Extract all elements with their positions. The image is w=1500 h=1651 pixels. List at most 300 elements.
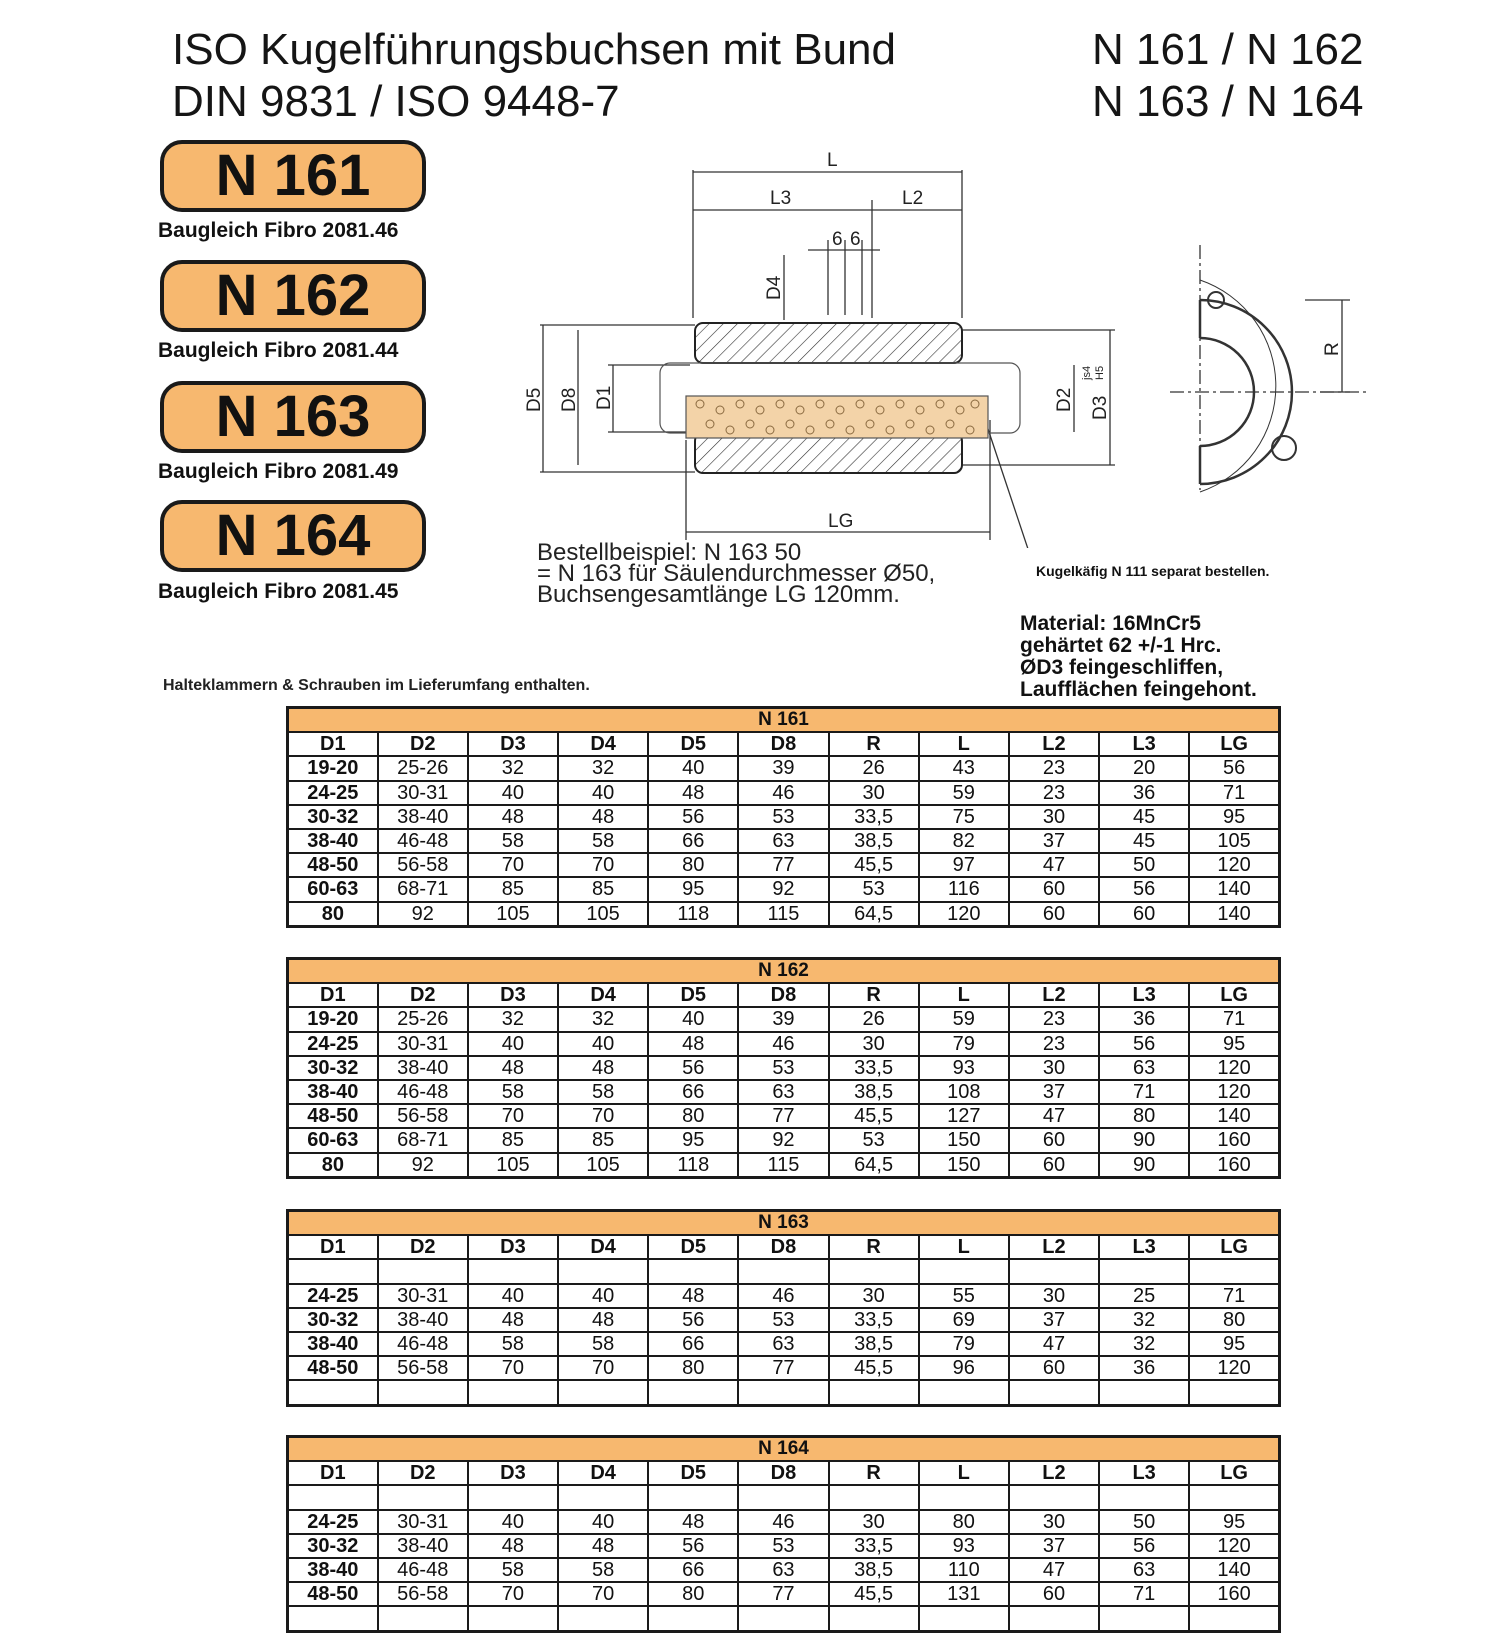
- table-cell: 26: [829, 756, 919, 780]
- table-cell: 140: [1189, 877, 1279, 901]
- table-cell: 93: [919, 1534, 1009, 1558]
- table-cell: 46: [738, 1284, 828, 1308]
- column-header: L3: [1099, 732, 1189, 756]
- table-cell: 60: [1099, 902, 1189, 927]
- table-cell: 77: [738, 1356, 828, 1380]
- table-cell: 68-71: [378, 1128, 468, 1152]
- table-cell: 116: [919, 877, 1009, 901]
- table-cell: 33,5: [829, 1308, 919, 1332]
- dim-label-D1: D1: [594, 385, 615, 410]
- table-cell: 120: [1189, 1080, 1279, 1104]
- table-cell: 63: [738, 1332, 828, 1356]
- table-cell: 71: [1189, 1007, 1279, 1031]
- table-cell: 93: [919, 1056, 1009, 1080]
- table-cell: 70: [558, 853, 648, 877]
- table-cell: 25-26: [378, 756, 468, 780]
- table-cell: 56-58: [378, 853, 468, 877]
- table-row: [288, 1510, 1280, 1534]
- table-cell: 25: [1099, 1284, 1189, 1308]
- table-cell: 56: [648, 805, 738, 829]
- table-cell: 80: [288, 1153, 378, 1178]
- table-title: N 163: [288, 1211, 1280, 1236]
- table-cell: 48: [558, 1534, 648, 1558]
- table-cell: 96: [919, 1356, 1009, 1380]
- table-cell: [288, 1259, 378, 1283]
- table-row: [288, 1606, 1280, 1631]
- column-header: D8: [738, 983, 828, 1007]
- table-cell: 40: [558, 1510, 648, 1534]
- badge-n163: N 163: [160, 381, 426, 453]
- table-cell: 127: [919, 1104, 1009, 1128]
- table-cell: 140: [1189, 1104, 1279, 1128]
- table-row: [288, 1259, 1280, 1283]
- table-cell: 19-20: [288, 756, 378, 780]
- table-title: N 164: [288, 1437, 1280, 1462]
- table-cell: 56: [648, 1308, 738, 1332]
- table-cell: 70: [468, 853, 558, 877]
- table-cell: 58: [558, 1332, 648, 1356]
- product-codes-line1: N 161 / N 162: [1092, 25, 1364, 74]
- dim-label-L3: L3: [770, 188, 792, 209]
- column-header: D2: [378, 1461, 468, 1485]
- column-header: D4: [558, 1235, 648, 1259]
- table-cell: 79: [919, 1032, 1009, 1056]
- table-cell: [378, 1259, 468, 1283]
- dim-label-LG: LG: [828, 511, 854, 532]
- table-cell: 75: [919, 805, 1009, 829]
- table-cell: 82: [919, 829, 1009, 853]
- table-cell: 47: [1009, 853, 1099, 877]
- table-cell: 140: [1189, 1558, 1279, 1582]
- table-cell: 60-63: [288, 877, 378, 901]
- column-header: D8: [738, 1235, 828, 1259]
- column-header: L2: [1009, 1235, 1099, 1259]
- table-cell: 58: [468, 1080, 558, 1104]
- table-cell: 85: [558, 877, 648, 901]
- table-cell: 85: [468, 877, 558, 901]
- table-cell: 32: [558, 1007, 648, 1031]
- table-cell: 150: [919, 1153, 1009, 1178]
- table-cell: 64,5: [829, 902, 919, 927]
- table-cell: 46-48: [378, 1080, 468, 1104]
- table-cell: 40: [468, 781, 558, 805]
- table-row: [288, 805, 1280, 829]
- table-cell: 30: [1009, 1510, 1099, 1534]
- badge-n161-sub: Baugleich Fibro 2081.46: [158, 219, 399, 242]
- table-cell: 150: [919, 1128, 1009, 1152]
- table-row: [288, 781, 1280, 805]
- dim-label-L2: L2: [902, 188, 924, 209]
- bushing-side-view-drawing: [1148, 238, 1378, 498]
- table-cell: 63: [738, 1080, 828, 1104]
- table-cell: 46-48: [378, 829, 468, 853]
- table-cell: [1189, 1606, 1279, 1631]
- table-row: [288, 1153, 1280, 1178]
- table-cell: 47: [1009, 1332, 1099, 1356]
- dim-label-six-a: 6: [832, 229, 843, 250]
- table-cell: [919, 1259, 1009, 1283]
- table-cell: 38,5: [829, 829, 919, 853]
- table-cell: 66: [648, 829, 738, 853]
- table-cell: 58: [468, 1558, 558, 1582]
- table-cell: [1189, 1485, 1279, 1509]
- table-cell: 36: [1099, 1356, 1189, 1380]
- table-cell: 85: [468, 1128, 558, 1152]
- table-cell: 60-63: [288, 1128, 378, 1152]
- table-cell: [558, 1606, 648, 1631]
- table-cell: 45,5: [829, 853, 919, 877]
- column-header: D1: [288, 1235, 378, 1259]
- column-header: L: [919, 1235, 1009, 1259]
- table-cell: 105: [1189, 829, 1279, 853]
- table-row: [288, 1380, 1280, 1405]
- table-cell: 33,5: [829, 1534, 919, 1558]
- dim-label-R: R: [1322, 342, 1343, 356]
- table-cell: 24-25: [288, 1510, 378, 1534]
- table-cell: 23: [1009, 756, 1099, 780]
- table-cell: 24-25: [288, 1284, 378, 1308]
- page-title: ISO Kugelführungsbuchsen mit Bund: [172, 25, 897, 74]
- column-header: D3: [468, 983, 558, 1007]
- table-cell: [468, 1606, 558, 1631]
- table-cell: 90: [1099, 1153, 1189, 1178]
- table-cell: 118: [648, 1153, 738, 1178]
- table-cell: 53: [829, 877, 919, 901]
- column-header: D8: [738, 732, 828, 756]
- table-cell: 80: [648, 1356, 738, 1380]
- table-cell: [468, 1380, 558, 1405]
- badge-n161: N 161: [160, 140, 426, 212]
- table-cell: 105: [468, 1153, 558, 1178]
- table-cell: 53: [738, 1534, 828, 1558]
- table-cell: 58: [558, 1558, 648, 1582]
- table-cell: 48: [468, 805, 558, 829]
- table-cell: [648, 1606, 738, 1631]
- table-row: [288, 1356, 1280, 1380]
- column-header: L2: [1009, 1461, 1099, 1485]
- table-cell: 47: [1009, 1558, 1099, 1582]
- column-header: D5: [648, 983, 738, 1007]
- column-header: D2: [378, 1235, 468, 1259]
- column-header: D4: [558, 1461, 648, 1485]
- table-cell: 95: [648, 877, 738, 901]
- table-cell: 120: [1189, 1056, 1279, 1080]
- table-cell: 38,5: [829, 1332, 919, 1356]
- table-cell: 39: [738, 756, 828, 780]
- table-cell: 45,5: [829, 1582, 919, 1606]
- table-cell: 45: [1099, 829, 1189, 853]
- table-cell: [1009, 1606, 1099, 1631]
- table-cell: 70: [468, 1104, 558, 1128]
- column-header: D3: [468, 732, 558, 756]
- table-cell: 92: [738, 1128, 828, 1152]
- table-cell: 58: [468, 1332, 558, 1356]
- column-header: D4: [558, 732, 648, 756]
- table-cell: 40: [468, 1510, 558, 1534]
- table-cell: 45,5: [829, 1356, 919, 1380]
- table-cell: 70: [558, 1104, 648, 1128]
- table-cell: 59: [919, 1007, 1009, 1031]
- table-cell: 115: [738, 902, 828, 927]
- table-cell: [288, 1380, 378, 1405]
- dim-label-D8: D8: [559, 387, 580, 412]
- table-cell: [378, 1606, 468, 1631]
- table-cell: 19-20: [288, 1007, 378, 1031]
- table-cell: 30-31: [378, 1032, 468, 1056]
- table-cell: 32: [468, 1007, 558, 1031]
- table-cell: 56: [1099, 1534, 1189, 1558]
- column-header: D1: [288, 732, 378, 756]
- table-cell: 92: [378, 902, 468, 927]
- table-cell: 63: [738, 1558, 828, 1582]
- column-header: D5: [648, 1461, 738, 1485]
- material-line1: Material: 16MnCr5: [1020, 612, 1201, 635]
- table-cell: 58: [468, 829, 558, 853]
- table-cell: [919, 1606, 1009, 1631]
- table-cell: 25-26: [378, 1007, 468, 1031]
- column-header: L3: [1099, 983, 1189, 1007]
- table-cell: 38-40: [378, 1056, 468, 1080]
- table-cell: 71: [1189, 1284, 1279, 1308]
- table-cell: 160: [1189, 1582, 1279, 1606]
- table-cell: 79: [919, 1332, 1009, 1356]
- table-cell: 60: [1009, 902, 1099, 927]
- order-example-line2: = N 163 für Säulendurchmesser Ø50,: [537, 560, 936, 587]
- table-cell: [648, 1380, 738, 1405]
- table-cell: 37: [1009, 1534, 1099, 1558]
- table-cell: 37: [1009, 1080, 1099, 1104]
- table-cell: 77: [738, 1104, 828, 1128]
- table-cell: 48: [468, 1308, 558, 1332]
- table-cell: [738, 1606, 828, 1631]
- column-header: D4: [558, 983, 648, 1007]
- table-cell: 97: [919, 853, 1009, 877]
- table-row: [288, 1534, 1280, 1558]
- table-cell: 68-71: [378, 877, 468, 901]
- table-cell: [738, 1380, 828, 1405]
- table-cell: 38-40: [288, 1332, 378, 1356]
- table-cell: 33,5: [829, 805, 919, 829]
- table-cell: 95: [1189, 1032, 1279, 1056]
- table-cell: 56-58: [378, 1104, 468, 1128]
- table-cell: [468, 1259, 558, 1283]
- table-cell: 120: [1189, 853, 1279, 877]
- table-cell: 80: [648, 1582, 738, 1606]
- table-cell: 32: [558, 756, 648, 780]
- order-example: [537, 539, 936, 608]
- table-cell: [738, 1485, 828, 1509]
- table-cell: 20: [1099, 756, 1189, 780]
- table-cell: 115: [738, 1153, 828, 1178]
- table-cell: [1009, 1485, 1099, 1509]
- table-cell: 40: [558, 1032, 648, 1056]
- table-n164: [286, 1435, 1281, 1633]
- dim-label-six-b: 6: [850, 229, 861, 250]
- table-cell: 140: [1189, 902, 1279, 927]
- table-cell: [378, 1485, 468, 1509]
- column-header: LG: [1189, 1461, 1279, 1485]
- table-row: [288, 1332, 1280, 1356]
- table-cell: 37: [1009, 829, 1099, 853]
- badge-n164: N 164: [160, 500, 426, 572]
- table-cell: 71: [1189, 781, 1279, 805]
- table-row: [288, 1558, 1280, 1582]
- dim-label-D5: D5: [524, 387, 545, 412]
- table-cell: 48: [558, 805, 648, 829]
- table-cell: 95: [1189, 805, 1279, 829]
- table-row: [288, 1284, 1280, 1308]
- table-cell: [829, 1380, 919, 1405]
- badge-n164-sub: Baugleich Fibro 2081.45: [158, 580, 399, 603]
- table-cell: 56: [1099, 1032, 1189, 1056]
- table-cell: 30-31: [378, 1510, 468, 1534]
- table-cell: 32: [468, 756, 558, 780]
- table-row: [288, 1080, 1280, 1104]
- table-cell: 70: [468, 1356, 558, 1380]
- table-title: N 161: [288, 708, 1280, 733]
- table-cell: 36: [1099, 781, 1189, 805]
- table-row: [288, 853, 1280, 877]
- column-header: L3: [1099, 1235, 1189, 1259]
- table-cell: 48: [558, 1308, 648, 1332]
- table-cell: 23: [1009, 781, 1099, 805]
- table-n163: [286, 1209, 1281, 1407]
- table-cell: 48: [558, 1056, 648, 1080]
- table-cell: 45,5: [829, 1104, 919, 1128]
- table-cell: 120: [1189, 1356, 1279, 1380]
- table-cell: 24-25: [288, 1032, 378, 1056]
- table-cell: 53: [738, 1308, 828, 1332]
- table-cell: 105: [558, 902, 648, 927]
- table-cell: 63: [1099, 1056, 1189, 1080]
- table-cell: [829, 1259, 919, 1283]
- table-cell: 40: [648, 1007, 738, 1031]
- column-header: LG: [1189, 983, 1279, 1007]
- table-cell: 53: [738, 805, 828, 829]
- table-cell: 48-50: [288, 1104, 378, 1128]
- table-cell: 30-32: [288, 1056, 378, 1080]
- table-cell: 24-25: [288, 781, 378, 805]
- table-cell: 30-31: [378, 781, 468, 805]
- badge-n163-sub: Baugleich Fibro 2081.49: [158, 460, 399, 483]
- table-cell: 60: [1009, 877, 1099, 901]
- table-cell: 80: [288, 902, 378, 927]
- table-cell: 23: [1009, 1032, 1099, 1056]
- dim-label-D3: D3: [1090, 395, 1111, 420]
- table-cell: [1009, 1259, 1099, 1283]
- table-cell: 92: [738, 877, 828, 901]
- table-cell: 60: [1009, 1153, 1099, 1178]
- table-cell: 60: [1009, 1356, 1099, 1380]
- table-cell: 38-40: [378, 1534, 468, 1558]
- table-cell: [738, 1259, 828, 1283]
- table-row: [288, 902, 1280, 927]
- table-cell: [1099, 1606, 1189, 1631]
- cage-note: Kugelkäfig N 111 separat bestellen.: [1036, 563, 1270, 579]
- table-cell: 95: [1189, 1510, 1279, 1534]
- table-cell: 59: [919, 781, 1009, 805]
- material-line2: gehärtet 62 +/-1 Hrc.: [1020, 634, 1222, 657]
- table-cell: 38-40: [378, 805, 468, 829]
- page-subtitle: DIN 9831 / ISO 9448-7: [172, 77, 620, 126]
- table-cell: 30-32: [288, 1308, 378, 1332]
- table-cell: 108: [919, 1080, 1009, 1104]
- column-header: L: [919, 1461, 1009, 1485]
- column-header: R: [829, 1235, 919, 1259]
- table-cell: [1189, 1380, 1279, 1405]
- table-cell: 48-50: [288, 1582, 378, 1606]
- table-cell: [558, 1380, 648, 1405]
- table-cell: 43: [919, 756, 1009, 780]
- table-cell: 40: [468, 1032, 558, 1056]
- column-header: R: [829, 1461, 919, 1485]
- material-line3: ØD3 feingeschliffen,: [1020, 656, 1224, 679]
- table-cell: [468, 1485, 558, 1509]
- table-cell: 39: [738, 1007, 828, 1031]
- table-cell: 66: [648, 1332, 738, 1356]
- table-row: [288, 1308, 1280, 1332]
- column-header: R: [829, 983, 919, 1007]
- column-header: LG: [1189, 732, 1279, 756]
- table-cell: [1009, 1380, 1099, 1405]
- tolerance-js4: js4: [1081, 365, 1093, 380]
- column-header: LG: [1189, 1235, 1279, 1259]
- table-cell: 40: [468, 1284, 558, 1308]
- table-cell: [648, 1259, 738, 1283]
- table-cell: 48: [648, 1510, 738, 1534]
- table-cell: 50: [1099, 1510, 1189, 1534]
- material-line4: Laufflächen feingehont.: [1020, 678, 1257, 701]
- table-cell: 30: [829, 1032, 919, 1056]
- table-cell: [1099, 1380, 1189, 1405]
- table-cell: 32: [1099, 1308, 1189, 1332]
- column-header: L2: [1009, 983, 1099, 1007]
- table-cell: [919, 1485, 1009, 1509]
- table-cell: [829, 1485, 919, 1509]
- table-cell: 47: [1009, 1104, 1099, 1128]
- table-row: [288, 1032, 1280, 1056]
- badge-n162-sub: Baugleich Fibro 2081.44: [158, 339, 399, 362]
- table-cell: [558, 1259, 648, 1283]
- column-header: D5: [648, 1235, 738, 1259]
- table-row: [288, 877, 1280, 901]
- table-cell: 30-32: [288, 1534, 378, 1558]
- table-row: [288, 1128, 1280, 1152]
- material-info: [1020, 613, 1257, 701]
- table-title: N 162: [288, 959, 1280, 984]
- table-cell: 60: [1009, 1582, 1099, 1606]
- table-cell: 38-40: [288, 1558, 378, 1582]
- table-cell: 32: [1099, 1332, 1189, 1356]
- table-cell: 58: [558, 829, 648, 853]
- column-header: D3: [468, 1235, 558, 1259]
- table-cell: 30: [829, 781, 919, 805]
- table-cell: 80: [919, 1510, 1009, 1534]
- table-cell: 90: [1099, 1128, 1189, 1152]
- table-cell: 95: [1189, 1332, 1279, 1356]
- table-n162: [286, 957, 1281, 1179]
- table-cell: 160: [1189, 1128, 1279, 1152]
- table-cell: [919, 1380, 1009, 1405]
- clamps-note: Halteklammern & Schrauben im Lieferumfang enthalten.: [163, 677, 590, 694]
- table-cell: 105: [468, 902, 558, 927]
- table-cell: 50: [1099, 853, 1189, 877]
- table-cell: 40: [558, 781, 648, 805]
- table-cell: 48-50: [288, 1356, 378, 1380]
- table-cell: 30-32: [288, 805, 378, 829]
- bushing-cross-section-drawing: [520, 148, 1120, 548]
- table-cell: 92: [378, 1153, 468, 1178]
